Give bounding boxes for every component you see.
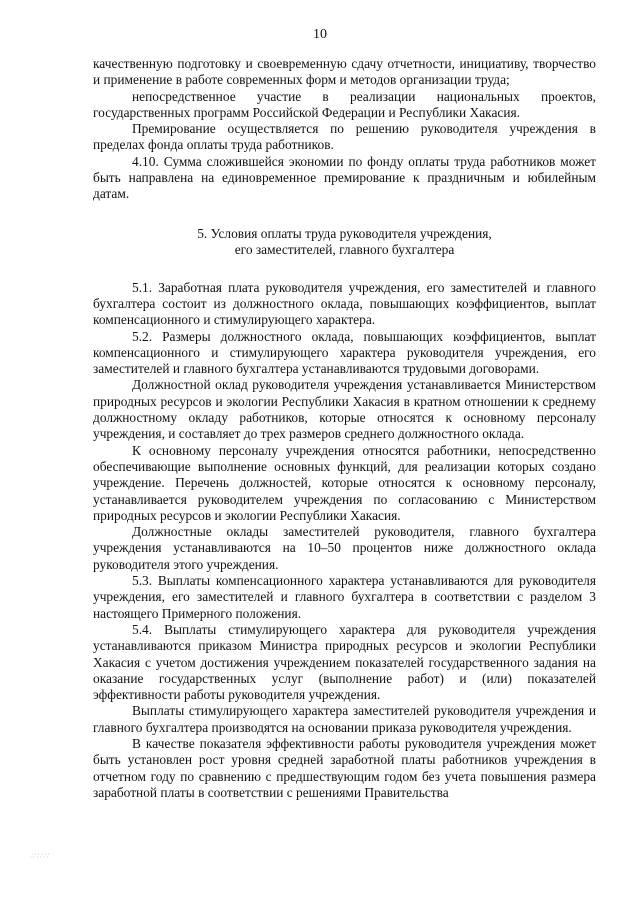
scan-artifact-mark: ∴∵∴∵ [30, 852, 50, 860]
section-heading-line-2: его заместителей, главного бухгалтера [234, 242, 455, 258]
paragraph: В качестве показателя эффективности работы руководителя учреждения может быть установлен рост уровня средней заработной платы работников учреждения в отчетном году по сравнению с предшествующим годом без учета повышения размера заработной платы в соответствии с решениями Правительства [93, 735, 596, 800]
paragraph: 5.4. Выплаты стимулирующего характера для руководителя учреждения устанавливаются приказом Министра природных ресурсов и экологии Республики Хакасия с учетом достижения учреждением показателей государственного задания на оказание государственных услуг (выполнение работ) и (или) показателей эффективности работы руководителя учреждения. [93, 621, 596, 703]
paragraph: Выплаты стимулирующего характера заместителей руководителя учреждения и главного бухгалтера производятся на основании приказа руководителя учреждения. [93, 703, 596, 735]
section-heading [93, 226, 596, 259]
paragraph: 5.3. Выплаты компенсационного характера устанавливаются для руководителя учреждения, его заместителей и главного бухгалтера в соответствии с разделом 3 настоящего Примерного положения. [93, 573, 596, 621]
page-number: 10 [313, 27, 327, 42]
paragraph: К основному персоналу учреждения относятся работники, непосредственно обеспечивающие выполнение основных функций, для реализации которых создано учреждение. Перечень должностей, которые относятся к основному персоналу, устанавливается руководителем учреждения по согласованию с Министерством природных ресурсов и экологии Республики Хакасия. [93, 442, 596, 523]
paragraph: Должностной оклад руководителя учреждения устанавливается Министерством природных ресурсов и экологии Республики Хакасия в кратном отношении к среднему должностному окладу работников, которые относятся к основному персоналу учреждения, и составляет до трех размеров среднего должностного оклада. [93, 377, 596, 442]
document-body [93, 56, 596, 801]
paragraph: качественную подготовку и своевременную сдачу отчетности, инициативу, творчество и применение в работе современных форм и методов организации труда; [93, 56, 596, 88]
paragraph: 4.10. Сумма сложившейся экономии по фонду оплаты труда работников может быть направлена на единовременное премирование к праздничным и юбилейным датам. [93, 153, 596, 202]
paragraph: Должностные оклады заместителей руководителя, главного бухгалтера учреждения устанавливаются на 10–50 процентов ниже должностного оклада руководителя этого учреждения. [93, 524, 596, 572]
paragraph: 5.2. Размеры должностного оклада, повышающих коэффициентов, выплат компенсационного и стимулирующего характера руководителя учреждения, его заместителей и главного бухгалтера устанавливаются трудовыми договорами. [93, 328, 596, 377]
paragraph: Премирование осуществляется по решению руководителя учреждения в пределах фонда оплаты труда работников. [93, 121, 596, 153]
section-heading-line-1: 5. Условия оплаты труда руководителя учреждения, [197, 225, 492, 241]
paragraph: 5.1. Заработная плата руководителя учреждения, его заместителей и главного бухгалтера состоит из должностного оклада, повышающих коэффициентов, выплат компенсационного и стимулирующего характера. [93, 279, 596, 328]
paragraph: непосредственное участие в реализации национальных проектов, государственных программ Российской Федерации и Республики Хакасия. [93, 88, 596, 120]
